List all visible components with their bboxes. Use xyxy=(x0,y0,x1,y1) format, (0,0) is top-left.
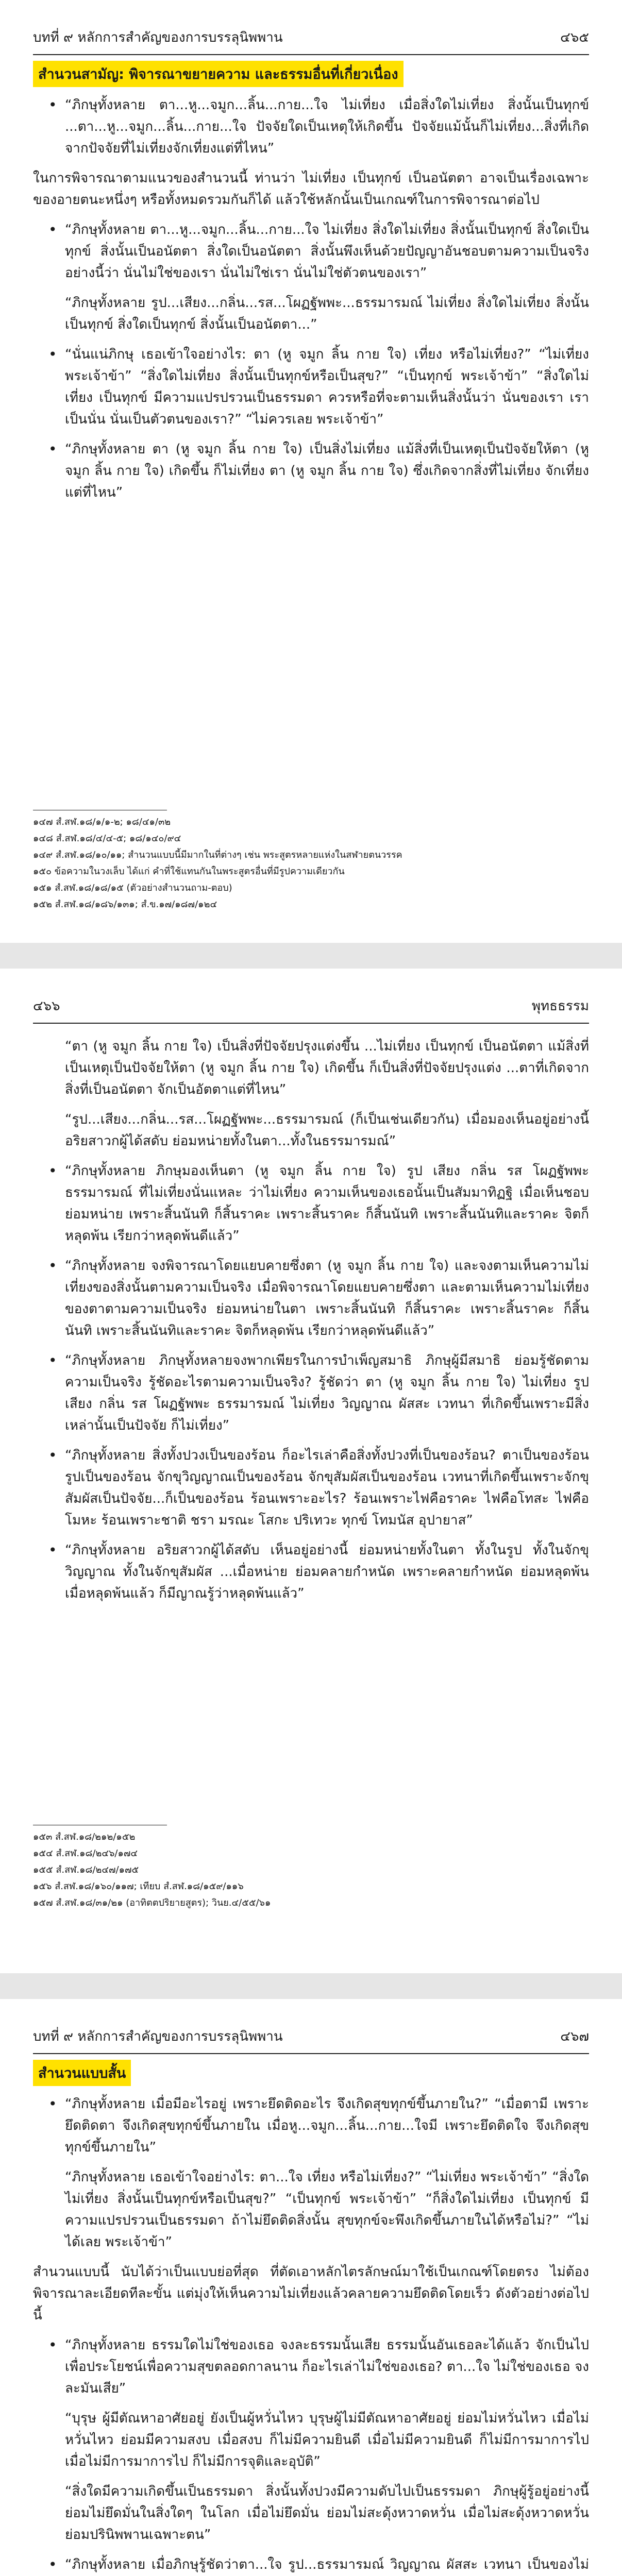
quote-paragraph: “รูป...เสียง...กลิ่น...รส...โผฏฐัพพะ...ธรรมารมณ์ (ก็เป็นเช่นเดียวกัน) เมื่อมองเห็นอยู่อย่างนี้ อริยสาวกผู้ได้สดับ ย่อมหน่ายทั้งในตา...ทั้งในธรรมารมณ์” xyxy=(65,1112,589,1149)
quote-paragraph: • “ภิกษุทั้งหลาย ภิกษุมองเห็นตา (หู จมูก ลิ้น กาย ใจ) รูป เสียง กลิ่น รส โผฏฐัพพะ ธรรมารมณ์ ที่ไม่เที่ยงนั่นแหละ ว่าไม่เที่ยง ความเห็นของเธอนั้นเป็นสัมมาทิฏฐิ เมื่อเห็นชอบ ย่อมหน่าย เพราะสิ้นนันทิ ก็สิ้นราคะ เพราะสิ้นราคะ ก็สิ้นนันทิ เพราะสิ้นนันทิและราคะ จิตก็หลุดพ้น เรียกว่าหลุดพ้นดีแล้ว” xyxy=(33,1160,589,1247)
footnote: ๑๕๓ สํ.สฬ.๑๘/๒๑๒/๑๕๒ xyxy=(33,1832,136,1842)
quote-paragraph: • “ภิกษุทั้งหลาย เมื่อมีอะไรอยู่ เพราะยึดติดอะไร จึงเกิดสุขทุกข์ขึ้นภายใน?” “เมื่อตามี เพราะยึดติดตา จึงเกิดสุขทุกข์ขึ้นภายใน เมื่อหู...จมูก...ลิ้น...กาย...ใจมี เพราะยึดติดใจ จึงเกิดสุขทุกข์ขึ้นภายใน” xyxy=(33,2093,589,2158)
quote-paragraph: • “ภิกษุทั้งหลาย จงพิจารณาโดยแยบคายซึ่งตา (หู จมูก ลิ้น กาย ใจ) และจงตามเห็นความไม่เที่ยงของสิ่งนั้นตามความเป็นจริง เมื่อพิจารณาโดยแยบคายซึ่งตา และตามเห็นความไม่เที่ยงของตาตามความเป็นจริง ย่อมหน่ายในตา เพราะสิ้นนันทิ ก็สิ้นราคะ เพราะสิ้นราคะ ก็สิ้นนันทิ เพราะสิ้นนันทิและราคะ จิตก็หลุดพ้น เรียกว่าหลุดพ้นดีแล้ว” xyxy=(33,1255,589,1342)
quote-paragraph: • “นั่นแน่ภิกษุ เธอเข้าใจอย่างไร: ตา (หู จมูก ลิ้น กาย ใจ) เที่ยง หรือไม่เที่ยง?” “ไม่เที่ยง พระเจ้าข้า” “สิ่งใดไม่เที่ยง สิ่งนั้นเป็นทุกข์หรือเป็นสุข?” “เป็นทุกข์ พระเจ้าข้า” “สิ่งใดไม่เที่ยง เป็นทุกข์ มีความแปรปรวนเป็นธรรมดา ควรหรือที่จะตามเห็นสิ่งนั้นว่า นั่นของเรา เราเป็นนั่น นั่นเป็นตัวตนของเรา?” “ไม่ควรเลย พระเจ้าข้า” xyxy=(33,344,589,430)
page-body xyxy=(33,1036,589,1613)
quote-paragraph: “บุรุษ ผู้มีตัณหาอาศัยอยู่ ยังเป็นผู้หวั่นไหว บุรุษผู้ไม่มีตัณหาอาศัยอยู่ ย่อมไม่หวั่นไหว เมื่อไม่หวั่นไหว ย่อมมีความสงบ เมื่อสงบ ก็ไม่มีความยินดี เมื่อไม่มีความยินดี ก็ไม่มีการมาการไป เมื่อไม่มีการมาการไป ก็ไม่มีการจุติและอุบัติ” xyxy=(65,2411,589,2469)
footnote: ๑๔๗ สํ.สฬ.๑๘/๑/๑-๒; ๑๘/๔๑/๓๒ xyxy=(33,817,171,827)
footnote: ๑๔๙ สํ.สฬ.๑๘/๑๐/๑๑; สำนวนแบบนี้มีมากในที่ต่างๆ เช่น พระสูตรหลายแห่งในสฬายตนวรรค xyxy=(33,850,402,860)
quote-paragraph: “ภิกษุทั้งหลาย รูป...เสียง...กลิ่น...รส...โผฏฐัพพะ...ธรรมารมณ์ ไม่เที่ยง สิ่งใดไม่เที่ยง สิ่งนั้นเป็นทุกข์ สิ่งใดเป็นทุกข์ สิ่งนั้นเป็นอนัตตา...” xyxy=(65,295,589,332)
page-body xyxy=(33,2060,589,2576)
header-title: พุทธธรรม xyxy=(531,998,589,1014)
footnote: ๑๕๑ สํ.สฬ.๑๘/๑๘/๑๕ (ตัวอย่างสำนวนถาม-ตอบ) xyxy=(33,883,232,893)
document-page-2 xyxy=(0,969,622,1973)
body-paragraph: ในการพิจารณาตามแนวของสำนวนนี้ ท่านว่า ไม่เที่ยง เป็นทุกข์ เป็นอนัตตา อาจเป็นเรื่องเฉพาะของอายตนะหนึ่งๆ หรือทั้งหมดรวมกันก็ได้ แล้วใช้หลักนั้นเป็นเกณฑ์ในการพิจารณาต่อไป xyxy=(33,171,589,208)
running-header xyxy=(33,27,589,55)
quote-paragraph: • “ภิกษุทั้งหลาย ภิกษุทั้งหลายจงพากเพียรในการบำเพ็ญสมาธิ ภิกษุผู้มีสมาธิ ย่อมรู้ชัดตามความเป็นจริง รู้ชัดอะไรตามความเป็นจริง? รู้ชัดว่า ตา (หู จมูก ลิ้น กาย ใจ) ไม่เที่ยง รูป เสียง กลิ่น รส โผฏฐัพพะ ธรรมารมณ์ ไม่เที่ยง วิญญาณ ผัสสะ เวทนา ที่เกิดขึ้นเพราะมีสิ่งเหล่านั้นเป็นปัจจัย ก็ไม่เที่ยง” xyxy=(33,1350,589,1436)
footnote: ๑๔๘ สํ.สฬ.๑๘/๔/๔-๕; ๑๘/๑๔๐/๙๔ xyxy=(33,833,181,844)
body-paragraph: สำนวนแบบนี้ นับได้ว่าเป็นแบบย่อที่สุด ที่ตัดเอาหลักไตรลักษณ์มาใช้เป็นเกณฑ์โดยตรง ไม่ต้องพิจารณาละเอียดทีละขั้น แต่มุ่งให้เห็นความไม่เที่ยงแล้วคลายความยึดติดโดยเร็ว ดังตัวอย่างต่อไปนี้ xyxy=(33,2264,589,2323)
page-number: ๔๖๕ xyxy=(560,30,589,45)
running-header xyxy=(33,995,589,1024)
quote-paragraph: • “ภิกษุทั้งหลาย ตา...หู...จมูก...ลิ้น...กาย...ใจ ไม่เที่ยง สิ่งใดไม่เที่ยง สิ่งนั้นเป็นทุกข์ สิ่งใดเป็นทุกข์ สิ่งนั้นเป็นอนัตตา สิ่งใดเป็นอนัตตา สิ่งนั้นพึงเห็นด้วยปัญญาอันชอบตามความเป็นจริงอย่างนี้ว่า นั่นไม่ใช่ของเรา นั่นไม่ใช่เรา นั่นไม่ใช่ตัวตนของเรา” xyxy=(33,219,589,284)
quote-paragraph: • “ภิกษุทั้งหลาย ธรรมใดไม่ใช่ของเธอ จงละธรรมนั้นเสีย ธรรมนั้นอันเธอละได้แล้ว จักเป็นไปเพื่อประโยชน์เพื่อความสุขตลอดกาลนาน ก็อะไรเล่าไม่ใช่ของเธอ? ตา...ใจ ไม่ใช่ของเธอ จงละมันเสีย” xyxy=(33,2334,589,2399)
page-number: ๔๖๖ xyxy=(33,998,60,1014)
quote-paragraph: • “ภิกษุทั้งหลาย อริยสาวกผู้ได้สดับ เห็นอยู่อย่างนี้ ย่อมหน่ายทั้งในตา ทั้งในรูป ทั้งในจักขุวิญญาณ ทั้งในจักขุสัมผัส ...เมื่อหน่าย ย่อมคลายกำหนัด เพราะคลายกำหนัด ย่อมหลุดพ้น เมื่อหลุดพ้นแล้ว ก็มีญาณรู้ว่าหลุดพ้นแล้ว” xyxy=(33,1539,589,1604)
footnote: ๑๕๐ ข้อความในวงเล็บ ได้แก่ คำที่ใช้แทนกันในพระสูตรอื่นที่มีรูปความเดียวกัน xyxy=(33,866,345,877)
quote-paragraph: “สิ่งใดมีความเกิดขึ้นเป็นธรรมดา สิ่งนั้นทั้งปวงมีความดับไปเป็นธรรมดา ภิกษุผู้รู้อยู่อย่างนี้ ย่อมไม่ยึดมั่นในสิ่งใดๆ ในโลก เมื่อไม่ยึดมั่น ย่อมไม่สะดุ้งหวาดหวั่น เมื่อไม่สะดุ้งหวาดหวั่น ย่อมปรินิพพานเฉพาะตน” xyxy=(65,2484,589,2543)
quote-paragraph: • “ภิกษุทั้งหลาย ตา (หู จมูก ลิ้น กาย ใจ) เป็นสิ่งไม่เที่ยง แม้สิ่งที่เป็นเหตุเป็นปัจจัยให้ตา (หู จมูก ลิ้น กาย ใจ) เกิดขึ้น ก็ไม่เที่ยง ตา (หู จมูก ลิ้น กาย ใจ) ซึ่งเกิดจากสิ่งที่ไม่เที่ยง จักเที่ยงแต่ที่ไหน” xyxy=(33,438,589,503)
section-heading: สำนวนสามัญ: พิจารณาขยายความ และธรรมอื่นที่เกี่ยวเนื่อง xyxy=(33,61,404,87)
footnote: ๑๕๗ สํ.สฬ.๑๘/๓๑/๒๑ (อาทิตตปริยายสูตร); วินย.๔/๕๕/๖๑ xyxy=(33,1897,271,1908)
page-separator xyxy=(0,1973,622,1999)
footnote: ๑๕๖ สํ.สฬ.๑๘/๑๖๐/๑๑๗; เทียบ สํ.สฬ.๑๘/๑๕๙/๑๑๖ xyxy=(33,1881,244,1892)
page-separator xyxy=(0,943,622,969)
document-page-3 xyxy=(0,1999,622,2576)
footnote: ๑๕๔ สํ.สฬ.๑๘/๒๔๖/๑๗๔ xyxy=(33,1848,138,1859)
quote-paragraph: “ภิกษุทั้งหลาย เธอเข้าใจอย่างไร: ตา...ใจ เที่ยง หรือไม่เที่ยง?” “ไม่เที่ยง พระเจ้าข้า” “สิ่งใดไม่เที่ยง สิ่งนั้นเป็นทุกข์หรือเป็นสุข?” “เป็นทุกข์ พระเจ้าข้า” “ก็สิ่งใดไม่เที่ยง เป็นทุกข์ มีความแปรปรวนเป็นธรรมดา ถ้าไม่ยึดติดสิ่งนั้น สุขทุกข์จะพึงเกิดขึ้นภายในได้หรือไม่?” “ไม่ได้เลย พระเจ้าข้า” xyxy=(65,2170,589,2250)
page-number: ๔๖๗ xyxy=(560,2029,589,2044)
quote-paragraph: • “ภิกษุทั้งหลาย ตา...หู...จมูก...ลิ้น...กาย...ใจ ไม่เที่ยง เมื่อสิ่งใดไม่เที่ยง สิ่งนั้นเป็นทุกข์ ...ตา...หู...จมูก...ลิ้น...กาย...ใจ ปัจจัยใดเป็นเหตุให้เกิดขึ้น ปัจจัยแม้นั้นก็ไม่เที่ยง...สิ่งที่เกิดจากปัจจัยที่ไม่เที่ยงจักเที่ยงแต่ที่ไหน” xyxy=(33,94,589,159)
footnote: ๑๕๕ สํ.สฬ.๑๘/๒๔๗/๑๗๕ xyxy=(33,1865,139,1875)
page-body xyxy=(33,61,589,512)
footnotes xyxy=(33,1814,589,1913)
header-title: บทที่ ๙ หลักการสำคัญของการบรรลุนิพพาน xyxy=(33,30,283,45)
quote-paragraph: • “ภิกษุทั้งหลาย สิ่งทั้งปวงเป็นของร้อน ก็อะไรเล่าคือสิ่งทั้งปวงที่เป็นของร้อน? ตาเป็นของร้อน รูปเป็นของร้อน จักขุวิญญาณเป็นของร้อน จักขุสัมผัสเป็นของร้อน เวทนาที่เกิดขึ้นเพราะจักขุสัมผัสเป็นปัจจัย...ก็เป็นของร้อน ร้อนเพราะอะไร? ร้อนเพราะไฟคือราคะ ไฟคือโทสะ ไฟคือโมหะ ร้อนเพราะชาติ ชรา มรณะ โสกะ ปริเทวะ ทุกข์ โทมนัส อุปายาส” xyxy=(33,1445,589,1531)
footnotes xyxy=(33,799,589,914)
quote-paragraph: • “ภิกษุทั้งหลาย เมื่อภิกษุรู้ชัดว่าตา...ใจ รูป...ธรรมารมณ์ วิญญาณ ผัสสะ เวทนา เป็นของไม่ xyxy=(33,2554,589,2576)
document-page-1 xyxy=(0,0,622,943)
header-title: บทที่ ๙ หลักการสำคัญของการบรรลุนิพพาน xyxy=(33,2029,283,2044)
section-heading: สำนวนแบบสั้น xyxy=(33,2060,131,2086)
quote-paragraph: “ตา (หู จมูก ลิ้น กาย ใจ) เป็นสิ่งที่ปัจจัยปรุงแต่งขึ้น ...ไม่เที่ยง เป็นทุกข์ เป็นอนัตตา แม้สิ่งที่เป็นเหตุเป็นปัจจัยให้ตา (หู จมูก ลิ้น กาย ใจ) เกิดขึ้น ก็เป็นสิ่งที่ปัจจัยปรุงแต่ง ...ตาที่เกิดจากสิ่งที่เป็นอนัตตา จักเป็นอัตตาแต่ที่ไหน” xyxy=(65,1039,589,1097)
running-header xyxy=(33,2026,589,2054)
footnote: ๑๕๒ สํ.สฬ.๑๘/๑๘๖/๑๓๑; สํ.ข.๑๗/๑๘๗/๑๒๔ xyxy=(33,899,217,910)
